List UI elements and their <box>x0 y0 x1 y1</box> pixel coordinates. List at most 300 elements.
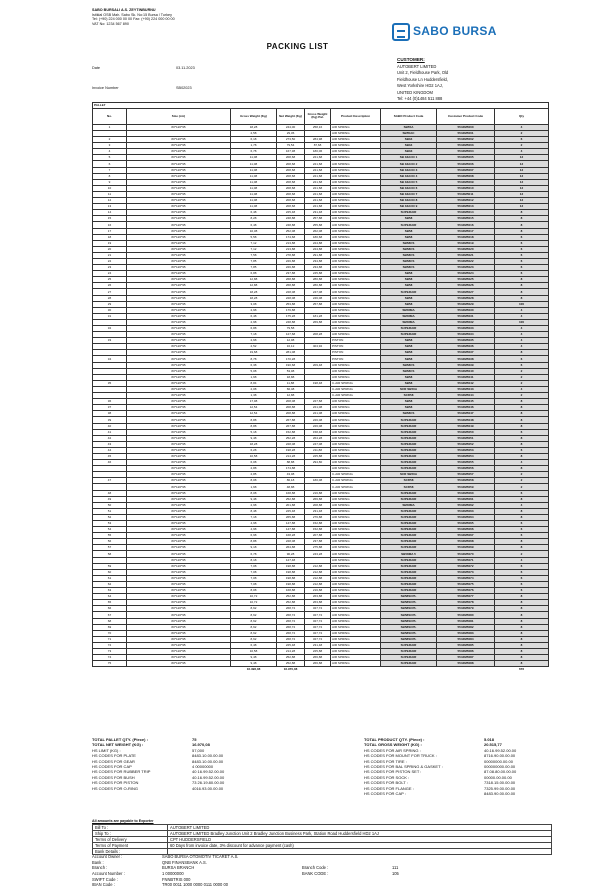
cell-size: 80*120*95 <box>127 368 231 374</box>
cell-desc: AIR SPRING <box>331 185 381 191</box>
cell-size: 80*120*95 <box>127 246 231 252</box>
cell-qty: 8 <box>495 453 549 459</box>
cell-gw: 8,48 <box>231 508 277 514</box>
cell-gw: 7,85 <box>231 265 277 271</box>
cell-nw: 170,28 <box>277 356 305 362</box>
cell-qty: 8 <box>495 228 549 234</box>
cell-qty: 8 <box>495 277 549 283</box>
cell-sabo: SUPERAIR <box>381 490 437 496</box>
cell-nw: 214,28 <box>277 453 305 459</box>
cell-qty: 8 <box>495 600 549 606</box>
cell-no: 49 <box>93 496 127 502</box>
cell-gw: 6,48 <box>231 313 277 319</box>
cell-gp: 212,88 <box>305 563 331 569</box>
cell-size: 80*120*95 <box>127 429 231 435</box>
cell-nw: 152,88 <box>277 429 305 435</box>
cell-sabo: SB58 <box>381 228 437 234</box>
cell-gw: 7,18 <box>231 514 277 520</box>
cell-cust: 5544M5036 <box>437 344 495 350</box>
cell-sabo: SB58MA <box>381 502 437 508</box>
cell-sabo: SB58 <box>381 380 437 386</box>
cell-no: 26 <box>93 283 127 289</box>
cell-cust: 5544M5043 <box>437 386 495 392</box>
cell-size: 80*120*95 <box>127 185 231 191</box>
cell-cust: 5544M5057 <box>437 472 495 478</box>
cell-size: 80*120*95 <box>127 161 231 167</box>
cell-nw: 265,88 <box>277 514 305 520</box>
cell-desc: AIR SPRING <box>331 191 381 197</box>
total-empty-cell <box>305 667 331 673</box>
cell-nw: 213,88 <box>277 240 305 246</box>
cell-gp: 226,08 <box>305 423 331 429</box>
cell-size: 80*120*95 <box>127 588 231 594</box>
cell-nw: 225,48 <box>277 642 305 648</box>
cell-desc: AIR SPRING <box>331 216 381 222</box>
cell-gw: 8,88 <box>231 417 277 423</box>
cell-nw: 168,88 <box>277 490 305 496</box>
cell-size: 80*120*95 <box>127 155 231 161</box>
cell-sabo: SB58 <box>381 350 437 356</box>
cell-nw: 176,88 <box>277 307 305 313</box>
cell-size: 80*120*95 <box>127 393 231 399</box>
totals-left-label: HS CODES FOR O-RING <box>92 785 139 791</box>
cell-sabo: SUPERAIR <box>381 447 437 453</box>
cell-no: 11 <box>93 191 127 197</box>
cell-sabo: SUPERAIR <box>381 326 437 332</box>
cell-gw: 2,52 <box>231 344 277 350</box>
cell-size: 80*120*95 <box>127 307 231 313</box>
cell-gw: 8,62 <box>231 636 277 642</box>
cell-qty: 12 <box>495 167 549 173</box>
cell-no: 28 <box>93 295 127 301</box>
cell-desc: AIR SPRING <box>331 600 381 606</box>
cell-qty: 6 <box>495 137 549 143</box>
cell-no: 74 <box>93 655 127 661</box>
cell-nw: 225,48 <box>277 210 305 216</box>
cell-sabo: SB 33ACD 9 <box>381 204 437 210</box>
totals-left-label: HS CODES FOR PISTON <box>92 780 139 786</box>
cell-no: 70 <box>93 630 127 636</box>
cell-gp: 221,68 <box>305 161 331 167</box>
cell-gp: 221,68 <box>305 204 331 210</box>
col-header: Gross Weight (Kg) <box>231 108 277 124</box>
cell-cust: 5544M5026 <box>437 283 495 289</box>
cell-size: 80*120*95 <box>127 405 231 411</box>
cell-desc: AIR SPRING <box>331 313 381 319</box>
cell-gw: 7,08 <box>231 575 277 581</box>
bank-value: BURSA BRANCH <box>162 865 195 871</box>
total-nw: 16.970,08 <box>283 667 298 672</box>
cell-gp: 221,68 <box>305 191 331 197</box>
cell-gw: 18,28 <box>231 289 277 295</box>
cell-no: 21 <box>93 252 127 258</box>
cell-nw: 79,58 <box>277 326 305 332</box>
cell-qty: 2 <box>495 143 549 149</box>
cell-size: 80*120*95 <box>127 630 231 636</box>
cell-cust: 5544M5006 <box>437 161 495 167</box>
cell-cust: 5544M5072 <box>437 563 495 569</box>
cell-nw: 127,68 <box>277 332 305 338</box>
cell-size: 80*120*95 <box>127 344 231 350</box>
cell-desc: AIR SPRING <box>331 252 381 258</box>
cell-cust: 5544M5030 <box>437 307 495 313</box>
cell-gw: 11,08 <box>231 167 277 173</box>
cell-gw: 8,08 <box>231 588 277 594</box>
cell-qty: 2 <box>495 131 549 137</box>
cell-gp: 224,88 <box>305 246 331 252</box>
cell-cust: 5544M5029 <box>437 301 495 307</box>
cell-qty: 6 <box>495 234 549 240</box>
logo-text: SABO BURSA <box>413 24 497 39</box>
totals-left-value: 4016.93.00.00.00 <box>192 785 224 791</box>
cell-nw: 208,68 <box>277 155 305 161</box>
cell-gw: 7,12 <box>231 246 277 252</box>
cell-cust: 5544M5084 <box>437 636 495 642</box>
cell-no: 27 <box>93 289 127 295</box>
cell-no: 30 <box>93 307 127 313</box>
cell-size: 80*120*95 <box>127 636 231 642</box>
totals-right-value: 7318.15.00.00.00 <box>484 780 516 786</box>
cell-cust: 5544M5021 <box>437 252 495 258</box>
cell-size: 80*120*95 <box>127 167 231 173</box>
cell-size: 80*120*95 <box>127 265 231 271</box>
cell-sabo: SB58CS <box>381 411 437 417</box>
cell-desc: AIR SPRING <box>331 289 381 295</box>
cell-gw: 8,62 <box>231 606 277 612</box>
cell-qty: 12 <box>495 204 549 210</box>
cell-cust: 5544M5017 <box>437 228 495 234</box>
col-header: No. <box>93 108 127 124</box>
cell-gw: 18,28 <box>231 124 277 130</box>
bank-label: Branch : <box>92 865 108 871</box>
cell-qty: 6 <box>495 258 549 264</box>
cell-cust: 5544M5047 <box>437 411 495 417</box>
cell-cust: 5544M5042 <box>437 380 495 386</box>
cell-sabo: SUPERAIR <box>381 453 437 459</box>
cell-cust: 5544M5019 <box>437 240 495 246</box>
cell-cust: 5544M5005 <box>437 155 495 161</box>
totals-right-label: HS CODES FOR PISTON SET : <box>364 769 422 775</box>
cell-gp: 266,88 <box>305 655 331 661</box>
cell-size: 80*120*95 <box>127 210 231 216</box>
customer-line: West Yorkshire HD2 1AJ, <box>397 83 443 89</box>
totals-right-label: HS CODES FOR MOUNT FOR TRUCK : <box>364 753 437 759</box>
cell-no: 45 <box>93 453 127 459</box>
customer-address <box>397 64 577 102</box>
cell-nw: 208,68 <box>277 173 305 179</box>
cell-qty: 6 <box>495 429 549 435</box>
totals-right-value: 87.08.80.00.00.00 <box>484 769 517 775</box>
cell-gp: 404,92 <box>305 344 331 350</box>
cell-gp: 152,88 <box>305 527 331 533</box>
cell-gp: 208,28 <box>305 332 331 338</box>
cell-cust: 5544M5051 <box>437 435 495 441</box>
cell-size: 80*120*95 <box>127 453 231 459</box>
cell-cust: 5544M5037 <box>437 350 495 356</box>
cell-cust: 5544M5074 <box>437 575 495 581</box>
cell-no: 14 <box>93 210 127 216</box>
company-line: Tel: (+90) 224 000 00 00 Fax: (+90) 224 000 00 00 <box>92 17 175 22</box>
cell-no: 25 <box>93 277 127 283</box>
cell-sabo: SUPERAIR <box>381 655 437 661</box>
cell-size: 80*120*95 <box>127 496 231 502</box>
cell-qty: 12 <box>495 173 549 179</box>
cell-no: 54 <box>93 527 127 533</box>
cell-sabo: SB58CS <box>381 265 437 271</box>
cell-sabo: SB58 <box>381 399 437 405</box>
cell-size: 80*120*95 <box>127 624 231 630</box>
cell-gp: 255,88 <box>305 222 331 228</box>
cell-gp: 208,88 <box>305 502 331 508</box>
cell-gp: 180,68 <box>305 234 331 240</box>
company-line: Istiklal OSB Mah. Sabo Sk. No:15 Bursa / Turkey <box>92 12 172 17</box>
cell-nw: 167,38 <box>277 149 305 155</box>
cell-gw: 3,08 <box>231 301 277 307</box>
cell-size: 80*120*95 <box>127 563 231 569</box>
cell-no: 41 <box>93 429 127 435</box>
cell-qty: 6 <box>495 563 549 569</box>
cell-cust: 5544M5003 <box>437 143 495 149</box>
cell-qty: 12 <box>495 161 549 167</box>
cell-nw: 12,08 <box>277 338 305 344</box>
cell-cust: 5544M5038 <box>437 356 495 362</box>
cell-qty: 6 <box>495 265 549 271</box>
totals-right-label: TOTAL PRODUCT QTY. (Piece) : <box>364 737 425 742</box>
cell-desc: AIR SPRING <box>331 258 381 264</box>
cell-gw: 1,38 <box>231 393 277 399</box>
cell-cust: 5544M5058 <box>437 478 495 484</box>
cell-gw: 7,08 <box>231 563 277 569</box>
cell-qty: 2 <box>495 380 549 386</box>
cell-sabo: SB34 <box>381 137 437 143</box>
cell-gw: 2,08 <box>231 386 277 392</box>
cell-cust: 5544M5077 <box>437 594 495 600</box>
cell-cust: 5544M5028 <box>437 295 495 301</box>
cell-gp: 216,88 <box>305 588 331 594</box>
cell-gw: 18,28 <box>231 441 277 447</box>
cell-desc: AIR SPRING <box>331 198 381 204</box>
cell-gw: 8,08 <box>231 478 277 484</box>
cell-qty: 2 <box>495 393 549 399</box>
cell-no: 13 <box>93 204 127 210</box>
cell-gp: 209,48 <box>305 362 331 368</box>
cell-no: 37 <box>93 405 127 411</box>
cell-no: 53 <box>93 521 127 527</box>
cell-sabo: SUPERAIR <box>381 527 437 533</box>
cell-no: 55 <box>93 533 127 539</box>
cell-qty: 8 <box>495 630 549 636</box>
cell-gw: 11,08 <box>231 155 277 161</box>
cell-nw: 86,18 <box>277 478 305 484</box>
cell-cust: 5544M5045 <box>437 399 495 405</box>
cell-nw: 268,88 <box>277 277 305 283</box>
cell-qty: 8 <box>495 655 549 661</box>
cell-qty: 6 <box>495 490 549 496</box>
cell-nw: 252,88 <box>277 496 305 502</box>
cell-nw: 208,68 <box>277 204 305 210</box>
cell-desc: PISTON <box>331 356 381 362</box>
cell-cust: 5544M5061 <box>437 496 495 502</box>
cell-size: 80*120*95 <box>127 618 231 624</box>
cell-sabo: SB58 <box>381 216 437 222</box>
cell-nw: 53,08 <box>277 368 305 374</box>
cell-sabo: SB55A <box>381 124 437 130</box>
cell-desc: AIR SPRING <box>331 246 381 252</box>
cell-sabo: SUPERAIR <box>381 581 437 587</box>
totals-left-label: HS CODES FOR BUSH <box>92 774 135 780</box>
cell-qty: 8 <box>495 545 549 551</box>
cell-desc: AIR SPRING <box>331 655 381 661</box>
cell-no: 33 <box>93 338 127 344</box>
cell-gp: 226,08 <box>305 417 331 423</box>
cell-no: 71 <box>93 636 127 642</box>
cell-desc: AIR SPRING <box>331 368 381 374</box>
terms-row <box>93 849 552 855</box>
cell-qty: 8 <box>495 508 549 514</box>
cell-size: 80*120*95 <box>127 411 231 417</box>
cell-sabo: SUPERAIR <box>381 569 437 575</box>
cell-gp: 284,98 <box>305 137 331 143</box>
cell-gw: 2,98 <box>231 502 277 508</box>
totals-right-value: 7325.99.00.00.00 <box>484 785 516 791</box>
cell-size: 80*120*95 <box>127 527 231 533</box>
bank-label2: BANK CODE : <box>302 870 329 876</box>
cell-desc: AIR SPRING <box>331 521 381 527</box>
cell-nw: 268,72 <box>277 636 305 642</box>
cell-size: 80*120*95 <box>127 222 231 228</box>
cell-size: 80*120*95 <box>127 295 231 301</box>
cell-desc: AIR SPRING <box>331 661 381 667</box>
cell-size: 80*120*95 <box>127 557 231 563</box>
cell-cust: 5544M5076 <box>437 588 495 594</box>
cell-gp: 294,80 <box>305 460 331 466</box>
cell-desc: AIR SPRING <box>331 569 381 575</box>
cell-desc: C-AIR SPRING <box>331 472 381 478</box>
cell-gw: 6,78 <box>231 149 277 155</box>
cell-nw: 268,72 <box>277 618 305 624</box>
cell-nw: 228,08 <box>277 295 305 301</box>
cell-size: 80*120*95 <box>127 539 231 545</box>
cell-cust: 5544M5032 <box>437 319 495 325</box>
cell-nw: 90,28 <box>277 551 305 557</box>
cell-sabo: SB58 <box>381 277 437 283</box>
cell-nw: 248,88 <box>277 222 305 228</box>
cell-no: 12 <box>93 198 127 204</box>
bank-details <box>92 855 552 889</box>
totals-right-label: HS CODES FOR SOCK : <box>364 774 410 780</box>
cell-size: 80*120*95 <box>127 569 231 575</box>
cell-gw: 6,98 <box>231 533 277 539</box>
cell-desc: AIR SPRING <box>331 618 381 624</box>
cell-cust: 5544M5054 <box>437 453 495 459</box>
cell-gp: 269,88 <box>305 319 331 325</box>
cell-qty: 8 <box>495 289 549 295</box>
cell-qty: 6 <box>495 575 549 581</box>
totals-right-label: HS CODES FOR BOLT : <box>364 780 408 786</box>
cell-nw: 198,88 <box>277 563 305 569</box>
cell-no: 29 <box>93 301 127 307</box>
bank-value: SABO BURSA OTOMOTIV TICARET A.S. <box>162 854 239 860</box>
cell-nw: 252,88 <box>277 661 305 667</box>
cell-sabo: SB58MA <box>381 307 437 313</box>
bank-label: Bank : <box>92 859 104 865</box>
cell-desc: AIR SPRING <box>331 624 381 630</box>
cell-sabo: SUPERAIR <box>381 466 437 472</box>
cell-cust: 5544M5059 <box>437 484 495 490</box>
cell-size: 80*120*95 <box>127 521 231 527</box>
cell-size: 80*120*95 <box>127 642 231 648</box>
cell-qty: 4 <box>495 149 549 155</box>
terms-table <box>92 824 552 855</box>
cell-sabo: SB55AC <box>381 131 437 137</box>
cell-cust: 5544M5011 <box>437 191 495 197</box>
cell-sabo: SB58CS <box>381 258 437 264</box>
totals-right-label: HS CODES FOR FLANGE : <box>364 785 414 791</box>
cell-gp: 231,48 <box>305 210 331 216</box>
cell-cust: 5544M5085 <box>437 642 495 648</box>
cell-gw: 6,88 <box>231 326 277 332</box>
cell-gw: 6,18 <box>231 137 277 143</box>
company-line: VAT No: 1234 567 890 <box>92 21 129 26</box>
cell-nw: 253,88 <box>277 301 305 307</box>
cell-gw: 9,48 <box>231 496 277 502</box>
cell-cust: 5544M5013 <box>437 204 495 210</box>
cell-sabo: SUPERAIR <box>381 661 437 667</box>
terms-value: 60 Days from invoice date, 3% discount for advance payment (cash) <box>168 843 552 849</box>
terms-value: AUTOBERT LIMITED Bradley Junction Unit 2 Bradley Junction Business Park, Station Road Huddersfield HD2 1AJ <box>168 831 552 837</box>
cell-gw: 7,08 <box>231 569 277 575</box>
cell-no: 64 <box>93 594 127 600</box>
cell-sabo: SUPERAIR <box>381 575 437 581</box>
cell-cust: 5544M5024 <box>437 271 495 277</box>
cell-size: 80*120*95 <box>127 240 231 246</box>
table-total-row <box>93 667 549 673</box>
cell-qty: 8 <box>495 612 549 618</box>
cell-sabo: SB58SCPL <box>381 600 437 606</box>
cell-qty: 8 <box>495 636 549 642</box>
cell-sabo: SUPERAIR <box>381 441 437 447</box>
cell-qty: 4 <box>495 332 549 338</box>
cell-nw: 88,88 <box>277 460 305 466</box>
totals-left-label: HS CODES FOR GEAR <box>92 758 135 764</box>
cell-nw: 198,88 <box>277 569 305 575</box>
cell-qty: 8 <box>495 350 549 356</box>
cell-size: 80*120*95 <box>127 374 231 380</box>
cell-gp: 327,72 <box>305 612 331 618</box>
cell-nw: 174,68 <box>277 234 305 240</box>
cell-size: 80*120*95 <box>127 606 231 612</box>
cell-gp: 264,28 <box>305 435 331 441</box>
cell-gp: 181,28 <box>305 313 331 319</box>
cell-desc: C-AIR SPRING <box>331 380 381 386</box>
cell-qty: 8 <box>495 642 549 648</box>
cell-desc: AIR SPRING <box>331 429 381 435</box>
col-header: Product Description <box>331 108 381 124</box>
cell-cust: 5544M5079 <box>437 606 495 612</box>
cell-sabo: SB58CS <box>381 362 437 368</box>
cell-desc: C-AIR SPRING <box>331 393 381 399</box>
cell-nw: 252,88 <box>277 594 305 600</box>
cell-desc: PISTON <box>331 350 381 356</box>
cell-desc: AIR SPRING <box>331 295 381 301</box>
cell-no: 51 <box>93 508 127 514</box>
cell-nw: 225,48 <box>277 508 305 514</box>
cell-size: 80*120*95 <box>127 612 231 618</box>
cell-cust: 5544M5088 <box>437 661 495 667</box>
cell-no: 23 <box>93 265 127 271</box>
cell-size: 80*120*95 <box>127 124 231 130</box>
cell-size: 80*120*95 <box>127 655 231 661</box>
